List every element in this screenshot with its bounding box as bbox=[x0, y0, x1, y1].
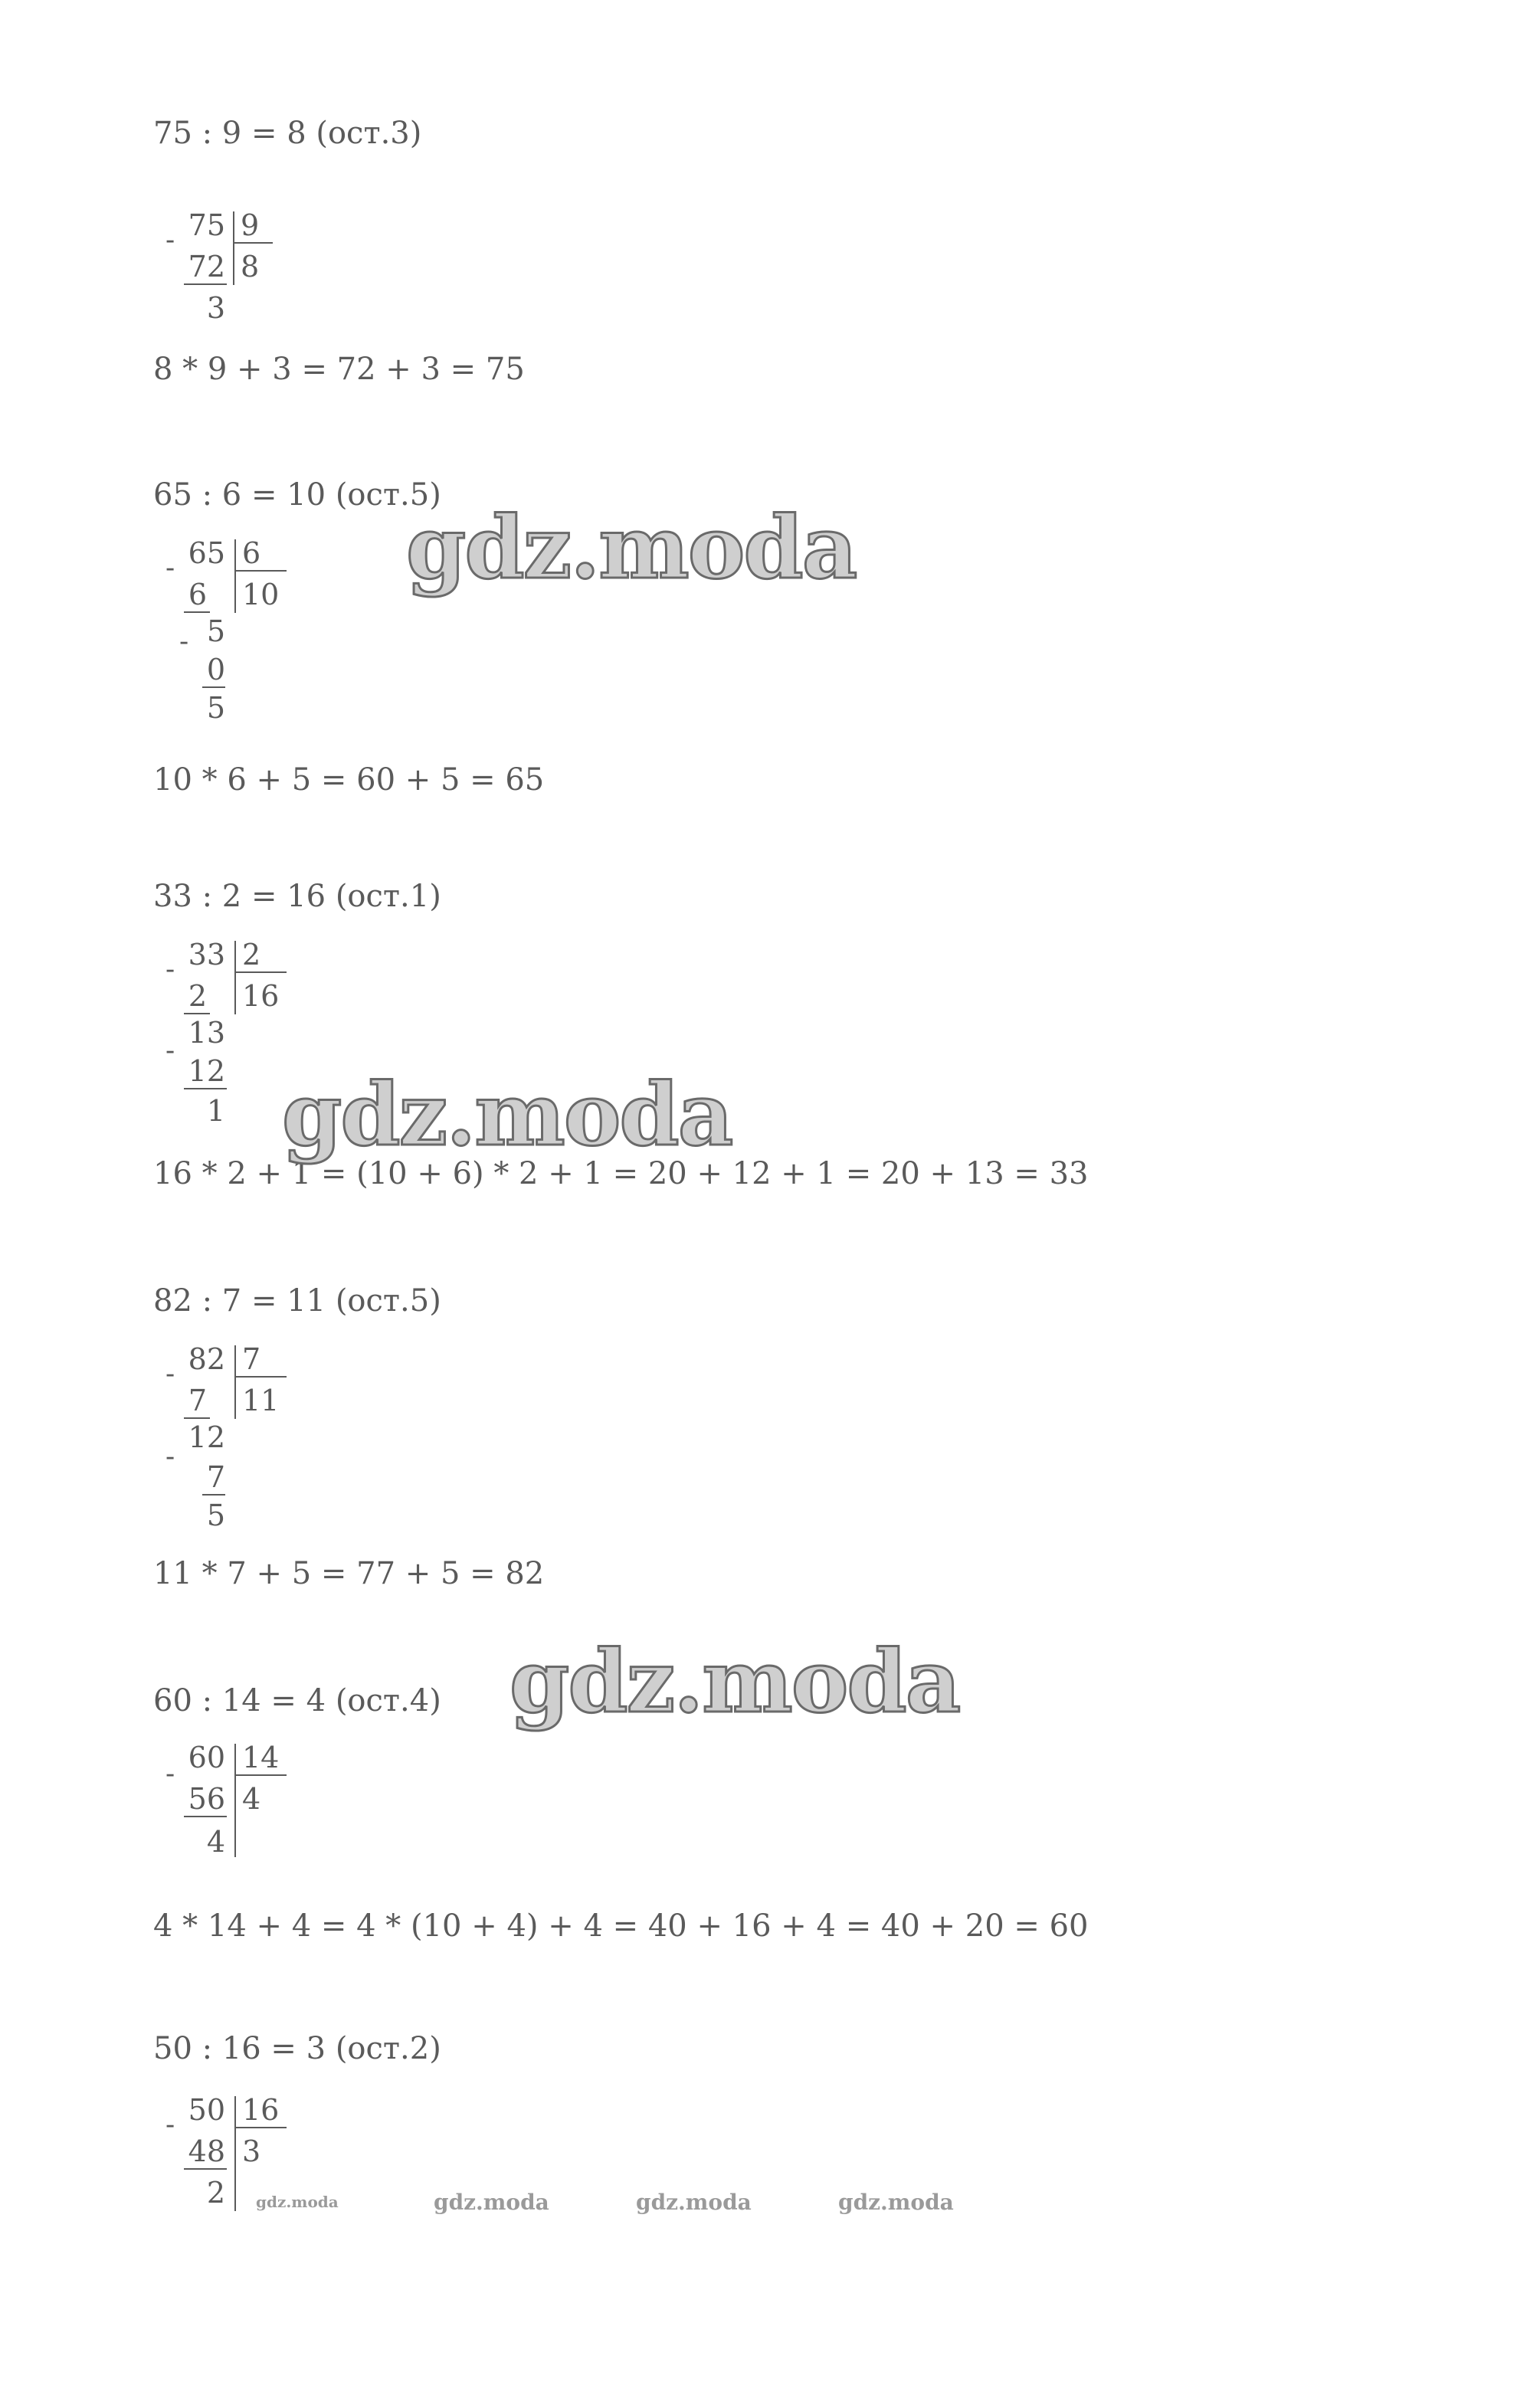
underline bbox=[184, 1088, 227, 1089]
underline bbox=[184, 1816, 227, 1817]
quotient: 11 bbox=[242, 1384, 280, 1417]
long-division-1 bbox=[153, 208, 306, 339]
divisor-line bbox=[234, 570, 287, 572]
subtrahend-2: 0 bbox=[206, 653, 225, 686]
check-3: 16 * 2 + 1 = (10 + 6) * 2 + 1 = 20 + 12 + 1 = 20 + 13 = 33 bbox=[153, 1156, 1089, 1191]
minus-sign: - bbox=[165, 1441, 175, 1473]
division-bar bbox=[233, 211, 234, 285]
underline bbox=[184, 283, 227, 285]
equation-4: 82 : 7 = 11 (ост.5) bbox=[153, 1283, 441, 1319]
minus-sign: - bbox=[165, 552, 175, 584]
underline bbox=[184, 2168, 227, 2170]
check-4: 11 * 7 + 5 = 77 + 5 = 82 bbox=[153, 1556, 545, 1591]
divisor: 16 bbox=[242, 2093, 280, 2127]
dividend: 60 bbox=[188, 1741, 225, 1774]
remainder-step: 13 bbox=[188, 1016, 225, 1050]
division-bar bbox=[234, 539, 236, 613]
remainder: 1 bbox=[206, 1094, 225, 1128]
remainder: 5 bbox=[206, 1499, 225, 1532]
subtrahend: 56 bbox=[188, 1782, 225, 1816]
subtrahend: 7 bbox=[188, 1384, 207, 1417]
divisor-line bbox=[234, 1376, 287, 1378]
underline bbox=[184, 1013, 210, 1014]
minus-sign: - bbox=[165, 1358, 175, 1390]
check-1: 8 * 9 + 3 = 72 + 3 = 75 bbox=[153, 352, 525, 387]
check-2: 10 * 6 + 5 = 60 + 5 = 65 bbox=[153, 762, 545, 798]
dividend: 50 bbox=[188, 2093, 225, 2127]
check-5: 4 * 14 + 4 = 4 * (10 + 4) + 4 = 40 + 16 + 4 = 40 + 20 = 60 bbox=[153, 1908, 1089, 1944]
divisor-line bbox=[234, 2127, 287, 2128]
watermark-small: gdz.moda bbox=[838, 2190, 954, 2215]
remainder: 4 bbox=[206, 1825, 225, 1859]
watermark-small: gdz.moda bbox=[256, 2193, 339, 2211]
remainder-step: 5 bbox=[206, 614, 225, 648]
long-division-5 bbox=[153, 1741, 322, 1879]
divisor: 7 bbox=[242, 1342, 261, 1376]
watermark: gdz.moda bbox=[510, 1632, 960, 1732]
subtrahend-2: 7 bbox=[206, 1460, 225, 1494]
subtrahend: 48 bbox=[188, 2134, 225, 2168]
remainder: 2 bbox=[206, 2176, 225, 2210]
equation-1: 75 : 9 = 8 (ост.3) bbox=[153, 116, 422, 151]
divisor-line bbox=[234, 971, 287, 973]
division-bar bbox=[234, 1744, 236, 1857]
watermark: gdz.moda bbox=[406, 498, 857, 598]
subtrahend: 6 bbox=[188, 578, 207, 611]
equation-3: 33 : 2 = 16 (ост.1) bbox=[153, 879, 441, 914]
division-bar bbox=[234, 2096, 236, 2211]
underline bbox=[202, 1494, 225, 1496]
dividend: 65 bbox=[188, 536, 225, 570]
underline bbox=[202, 686, 225, 688]
long-division-2 bbox=[153, 536, 322, 735]
dividend: 75 bbox=[188, 208, 225, 242]
remainder-step: 12 bbox=[188, 1420, 225, 1454]
equation-2: 65 : 6 = 10 (ост.5) bbox=[153, 477, 441, 513]
watermark: gdz.moda bbox=[282, 1065, 732, 1165]
quotient: 16 bbox=[242, 979, 280, 1013]
division-bar bbox=[234, 941, 236, 1014]
subtrahend: 72 bbox=[188, 250, 225, 283]
remainder: 5 bbox=[206, 691, 225, 725]
minus-sign: - bbox=[179, 626, 189, 657]
quotient: 3 bbox=[242, 2134, 261, 2168]
dividend: 82 bbox=[188, 1342, 225, 1376]
underline bbox=[184, 1417, 210, 1419]
divisor: 2 bbox=[242, 938, 261, 971]
watermark-small: gdz.moda bbox=[434, 2190, 549, 2215]
remainder: 3 bbox=[206, 291, 225, 325]
divisor: 9 bbox=[241, 208, 260, 242]
division-bar bbox=[234, 1345, 236, 1419]
watermark-small: gdz.moda bbox=[636, 2190, 752, 2215]
quotient: 4 bbox=[242, 1782, 261, 1816]
quotient: 10 bbox=[242, 578, 280, 611]
dividend: 33 bbox=[188, 938, 225, 971]
equation-6: 50 : 16 = 3 (ост.2) bbox=[153, 2031, 441, 2066]
minus-sign: - bbox=[165, 954, 175, 985]
minus-sign: - bbox=[165, 224, 175, 256]
subtrahend: 2 bbox=[188, 979, 207, 1013]
underline bbox=[184, 611, 210, 613]
divisor-line bbox=[234, 1774, 287, 1776]
divisor: 14 bbox=[242, 1741, 280, 1774]
minus-sign: - bbox=[165, 1758, 175, 1790]
equation-5: 60 : 14 = 4 (ост.4) bbox=[153, 1683, 441, 1718]
subtrahend-2: 12 bbox=[188, 1054, 225, 1088]
minus-sign: - bbox=[165, 2109, 175, 2141]
minus-sign: - bbox=[165, 1035, 175, 1066]
divisor: 6 bbox=[242, 536, 261, 570]
divisor-line bbox=[233, 242, 273, 244]
quotient: 8 bbox=[241, 250, 260, 283]
long-division-4 bbox=[153, 1342, 322, 1541]
